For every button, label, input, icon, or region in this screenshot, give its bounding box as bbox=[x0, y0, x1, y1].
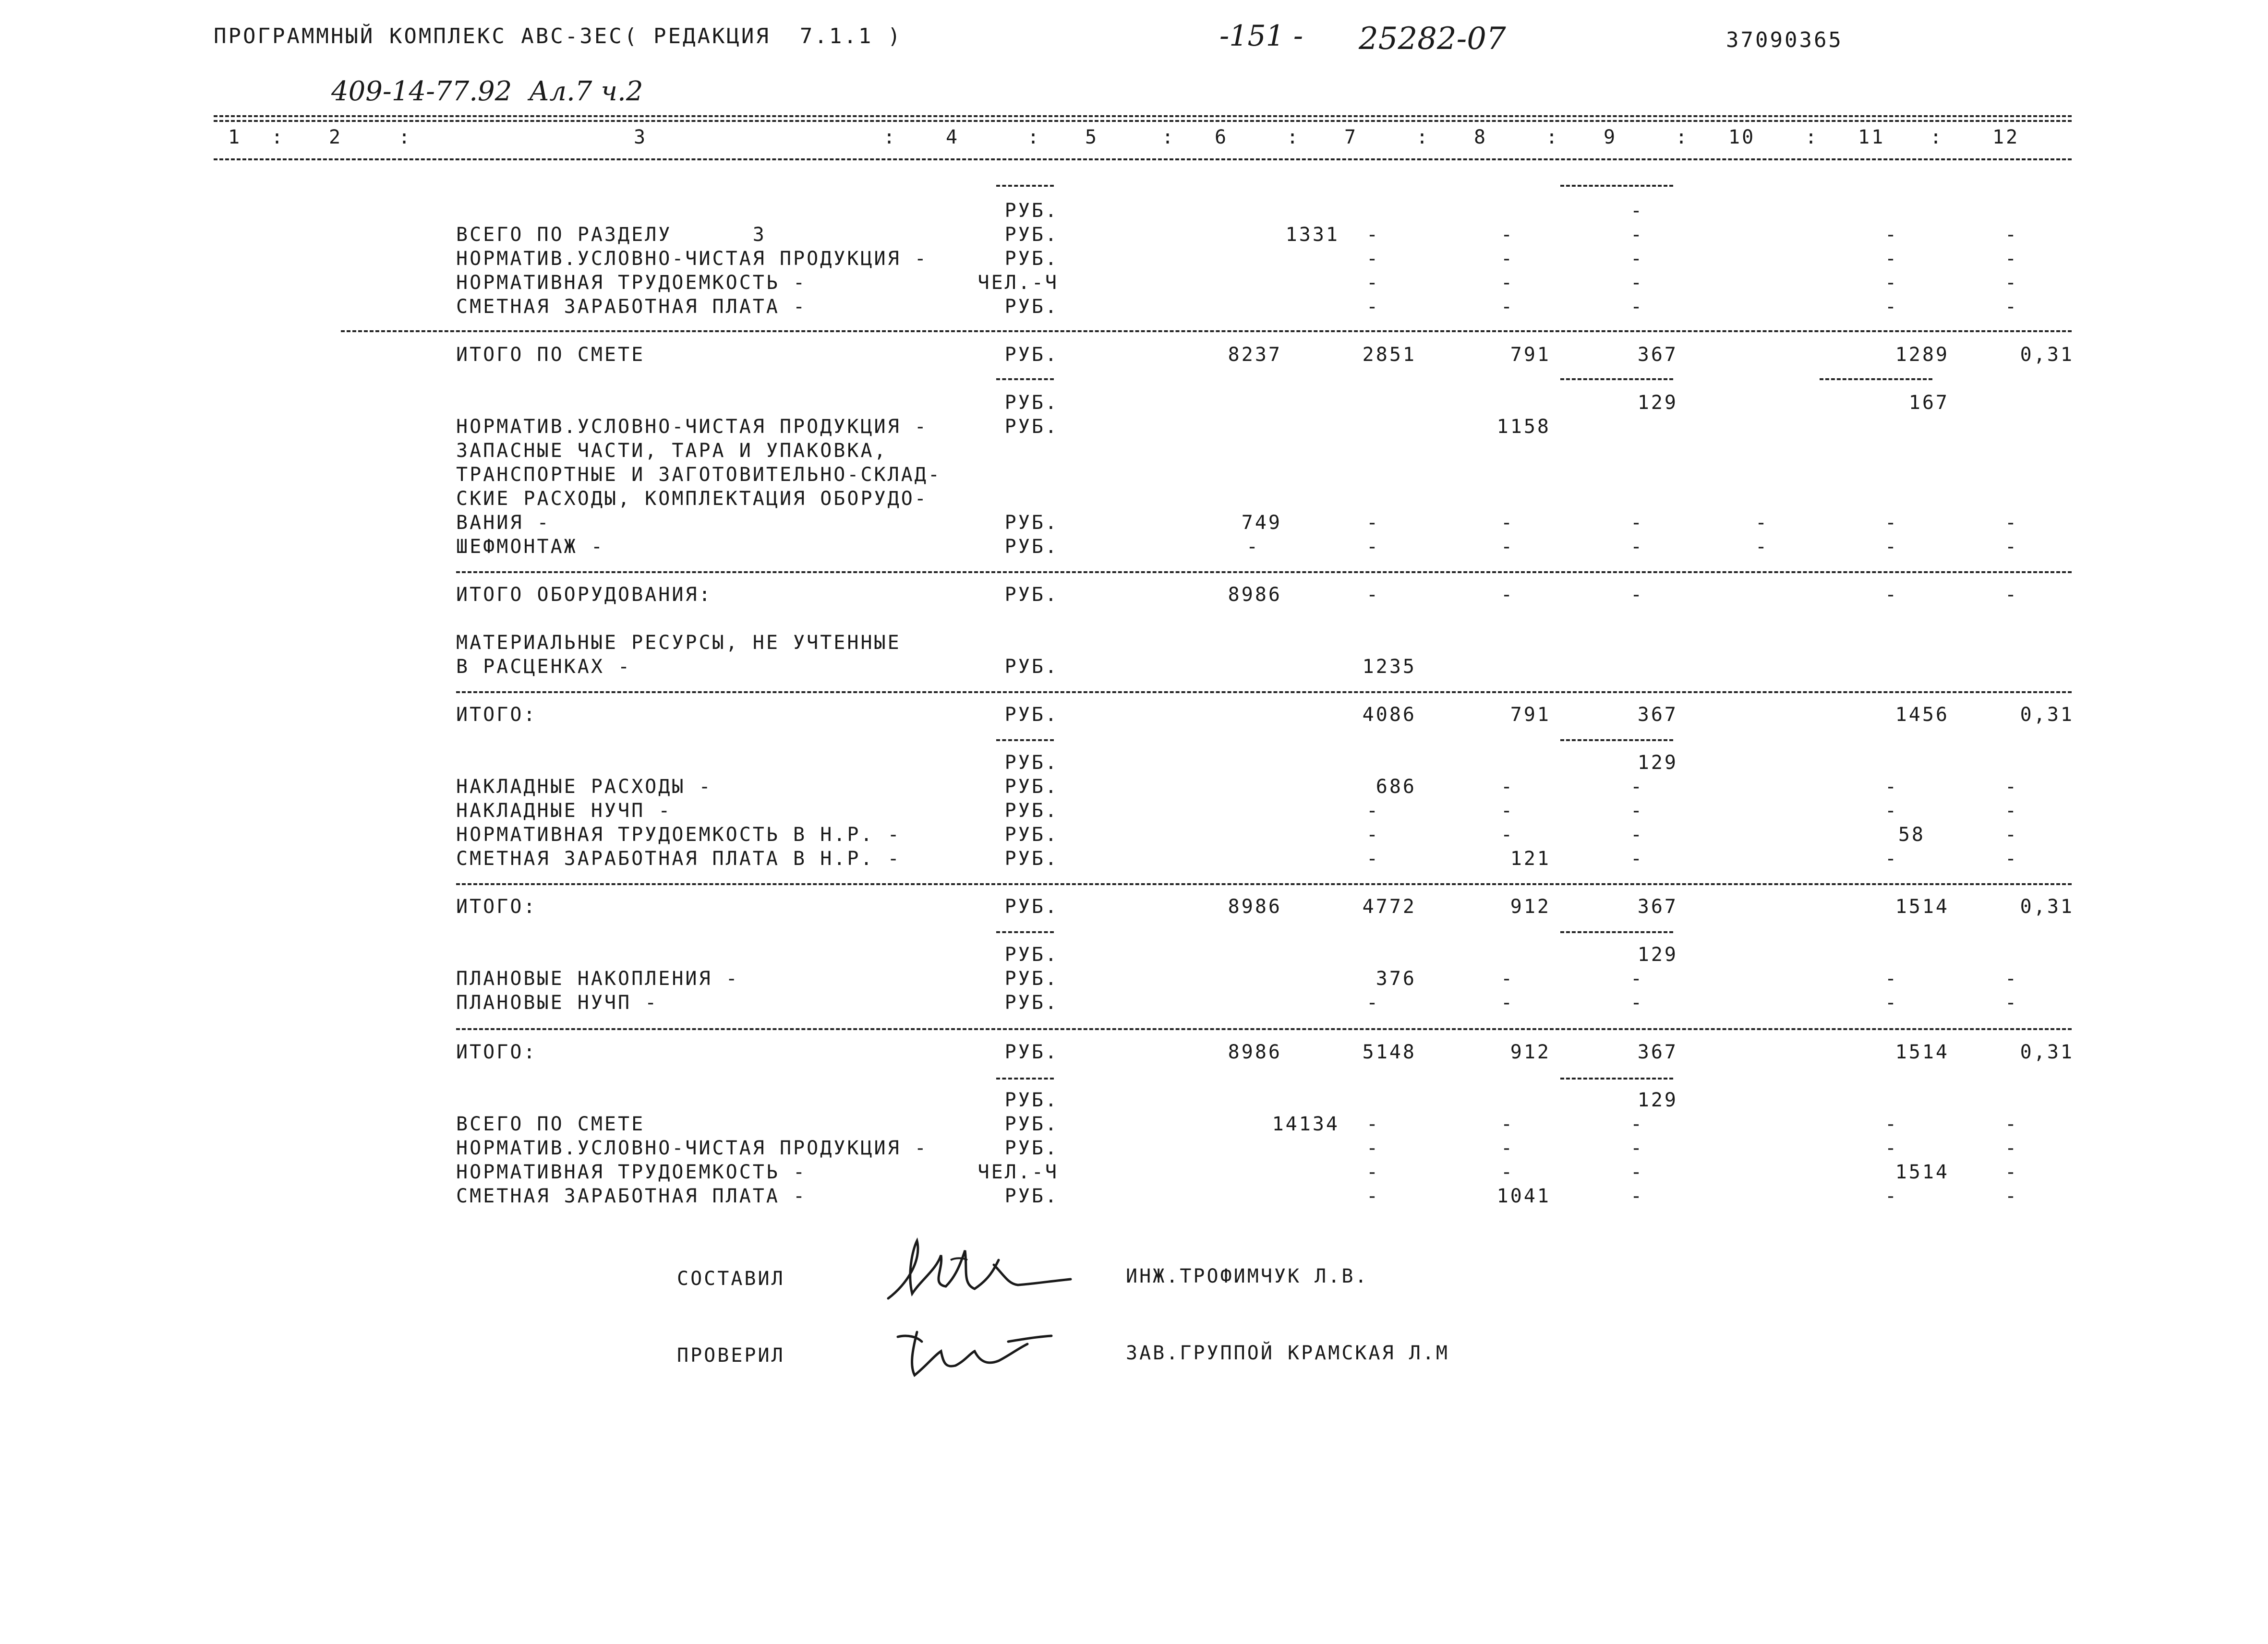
value-cell: 912 bbox=[1510, 896, 1551, 918]
unit-cell: РУБ. bbox=[1004, 416, 1059, 438]
dash-mark: - bbox=[1630, 824, 1644, 846]
row-label: ТРАНСПОРТНЫЕ И ЗАГОТОВИТЕЛЬНО-СКЛАД- bbox=[456, 464, 941, 486]
value-cell: 376 bbox=[1375, 968, 1416, 990]
dash-mark: - bbox=[1630, 1137, 1644, 1159]
unit-cell: РУБ. bbox=[1004, 344, 1059, 366]
dash-mark: - bbox=[2004, 1137, 2019, 1159]
dash-mark: - bbox=[1366, 1137, 1380, 1159]
dash-mark: - bbox=[1884, 800, 1899, 822]
short-rule bbox=[1560, 1078, 1673, 1080]
dash-mark: - bbox=[1630, 848, 1644, 870]
col-sep: : bbox=[883, 126, 897, 148]
unit-cell: РУБ. bbox=[1004, 1137, 1059, 1159]
dash-mark: - bbox=[1630, 200, 1644, 222]
value-cell: 1235 bbox=[1362, 656, 1416, 678]
value-cell: 1331 bbox=[1285, 224, 1339, 246]
value-cell: 2851 bbox=[1362, 344, 1416, 366]
row-label: ПЛАНОВЫЕ НУЧП - bbox=[456, 992, 659, 1014]
dash-mark: - bbox=[1755, 512, 1769, 534]
value-cell: 14134 bbox=[1272, 1113, 1339, 1135]
value-cell: 749 bbox=[1241, 512, 1282, 534]
unit-cell: ЧЕЛ.-Ч bbox=[977, 272, 1059, 294]
dash-mark: - bbox=[1630, 272, 1644, 294]
section-rule bbox=[456, 571, 2072, 573]
compiled-by-label: СОСТАВИЛ bbox=[677, 1268, 785, 1290]
value-cell: 167 bbox=[1908, 392, 1949, 414]
header-bottom-rule bbox=[214, 158, 2072, 160]
dash-mark: - bbox=[1366, 824, 1380, 846]
dash-mark: - bbox=[1884, 248, 1899, 270]
program-name: ПРОГРАММНЫЙ КОМПЛЕКС АВС-ЗЕС bbox=[214, 24, 624, 48]
col-11: 11 bbox=[1858, 126, 1885, 148]
short-rule bbox=[996, 378, 1054, 380]
dash-mark: - bbox=[1500, 776, 1515, 798]
unit-cell: РУБ. bbox=[1004, 824, 1059, 846]
unit-cell: РУБ. bbox=[1004, 224, 1059, 246]
dash-mark: - bbox=[2004, 1161, 2019, 1183]
edition-label: ( РЕДАКЦИЯ 7.1.1 ) bbox=[624, 24, 903, 48]
row-label: НАКЛАДНЫЕ НУЧП - bbox=[456, 800, 672, 822]
dash-mark: - bbox=[1366, 536, 1380, 558]
row-label: НОРМАТИВ.УСЛОВНО-ЧИСТАЯ ПРОДУКЦИЯ - bbox=[456, 416, 928, 438]
col-6: 6 bbox=[1215, 126, 1229, 148]
value-cell: 1514 bbox=[1895, 1161, 1949, 1183]
dash-mark: - bbox=[2004, 536, 2019, 558]
unit-cell: РУБ. bbox=[1004, 536, 1059, 558]
value-cell: 58 bbox=[1898, 824, 1925, 846]
col-sep: : bbox=[1027, 126, 1041, 148]
col-sep: : bbox=[1416, 126, 1430, 148]
row-label: НОРМАТИВНАЯ ТРУДОЕМКОСТЬ - bbox=[456, 272, 807, 294]
dash-mark: - bbox=[1500, 272, 1515, 294]
dash-mark: - bbox=[1630, 224, 1644, 246]
signature-compiled bbox=[879, 1231, 1080, 1313]
section-rule bbox=[456, 1028, 2072, 1030]
dash-mark: - bbox=[1630, 992, 1644, 1014]
dash-mark: - bbox=[1630, 248, 1644, 270]
unit-cell: РУБ. bbox=[1004, 704, 1059, 726]
dash-mark: - bbox=[1366, 1185, 1380, 1207]
short-rule bbox=[1560, 185, 1673, 187]
dash-mark: - bbox=[2004, 224, 2019, 246]
dash-mark: - bbox=[1630, 1113, 1644, 1135]
short-rule bbox=[1560, 931, 1673, 933]
col-5: 5 bbox=[1085, 126, 1099, 148]
unit-cell: ЧЕЛ.-Ч bbox=[977, 1161, 1059, 1183]
dash-mark: - bbox=[1366, 224, 1380, 246]
compiled-by-name: ИНЖ.ТРОФИМЧУК Л.В. bbox=[1126, 1265, 1369, 1287]
value-cell: 367 bbox=[1637, 344, 1678, 366]
value-cell: 0,31 bbox=[2020, 344, 2074, 366]
dash-mark: - bbox=[1500, 512, 1515, 534]
row-label: ШЕФМОНТАЖ - bbox=[456, 536, 604, 558]
handwritten-reference: 409-14-77.92 Ал.7 ч.2 bbox=[331, 76, 643, 107]
row-label: ИТОГО ОБОРУДОВАНИЯ: bbox=[456, 584, 712, 606]
row-label: НОРМАТИВНАЯ ТРУДОЕМКОСТЬ - bbox=[456, 1161, 807, 1183]
value-cell: 367 bbox=[1637, 896, 1678, 918]
value-cell: 8237 bbox=[1228, 344, 1282, 366]
value-cell: 4086 bbox=[1362, 704, 1416, 726]
unit-cell: РУБ. bbox=[1004, 1185, 1059, 1207]
value-cell: 791 bbox=[1510, 704, 1551, 726]
dash-mark: - bbox=[1366, 248, 1380, 270]
short-rule bbox=[996, 1078, 1054, 1080]
row-label: ВСЕГО ПО СМЕТЕ bbox=[456, 1113, 645, 1135]
checked-by-name: ЗАВ.ГРУППОЙ КРАМСКАЯ Л.М bbox=[1126, 1342, 1449, 1364]
value-cell: 0,31 bbox=[2020, 896, 2074, 918]
value-cell: 0,31 bbox=[2020, 704, 2074, 726]
value-cell: 1041 bbox=[1496, 1185, 1551, 1207]
unit-cell: РУБ. bbox=[1004, 968, 1059, 990]
dash-mark: - bbox=[1500, 824, 1515, 846]
dash-mark: - bbox=[2004, 272, 2019, 294]
dash-mark: - bbox=[1366, 800, 1380, 822]
dash-mark: - bbox=[1366, 1161, 1380, 1183]
dash-mark: - bbox=[1500, 992, 1515, 1014]
col-sep: : bbox=[1676, 126, 1689, 148]
col-2: 2 bbox=[329, 126, 343, 148]
unit-cell: РУБ. bbox=[1004, 1089, 1059, 1111]
unit-cell: РУБ. bbox=[1004, 200, 1059, 222]
dash-mark: - bbox=[1630, 800, 1644, 822]
dash-mark: - bbox=[1366, 296, 1380, 318]
dash-mark: - bbox=[1366, 584, 1380, 606]
header-top-rule bbox=[214, 115, 2072, 117]
value-cell: 5148 bbox=[1362, 1041, 1416, 1063]
unit-cell: РУБ. bbox=[1004, 896, 1059, 918]
row-label: ВСЕГО ПО РАЗДЕЛУ 3 bbox=[456, 224, 766, 246]
short-rule bbox=[1820, 378, 1932, 380]
dash-mark: - bbox=[1884, 272, 1899, 294]
row-label: В РАСЦЕНКАХ - bbox=[456, 656, 632, 678]
row-label: ВАНИЯ - bbox=[456, 512, 551, 534]
document-code: 37090365 bbox=[1726, 28, 1843, 52]
dash-mark: - bbox=[1500, 800, 1515, 822]
row-label: ИТОГО ПО СМЕТЕ bbox=[456, 344, 645, 366]
col-sep: : bbox=[398, 126, 412, 148]
short-rule bbox=[1560, 378, 1673, 380]
value-cell: 686 bbox=[1375, 776, 1416, 798]
dash-mark: - bbox=[1884, 968, 1899, 990]
value-cell: 129 bbox=[1637, 944, 1678, 966]
column-numbers bbox=[221, 126, 2064, 150]
col-1: 1 bbox=[228, 126, 242, 148]
value-cell: 8986 bbox=[1228, 896, 1282, 918]
dash-mark: - bbox=[1884, 992, 1899, 1014]
dash-mark: - bbox=[1884, 776, 1899, 798]
unit-cell: РУБ. bbox=[1004, 1041, 1059, 1063]
unit-cell: РУБ. bbox=[1004, 944, 1059, 966]
unit-cell: РУБ. bbox=[1004, 752, 1059, 774]
header-top-rule-2 bbox=[214, 120, 2072, 122]
dash-mark: - bbox=[2004, 800, 2019, 822]
dash-mark: - bbox=[1630, 776, 1644, 798]
section-rule bbox=[341, 330, 2072, 332]
dash-mark: - bbox=[1755, 536, 1769, 558]
value-cell: 1456 bbox=[1895, 704, 1949, 726]
short-rule bbox=[996, 185, 1054, 187]
value-cell: 0,31 bbox=[2020, 1041, 2074, 1063]
section-rule bbox=[456, 691, 2072, 693]
dash-mark: - bbox=[2004, 824, 2019, 846]
col-10: 10 bbox=[1728, 126, 1756, 148]
dash-mark: - bbox=[2004, 968, 2019, 990]
unit-cell: РУБ. bbox=[1004, 584, 1059, 606]
value-cell: 1158 bbox=[1496, 416, 1551, 438]
dash-mark: - bbox=[1366, 512, 1380, 534]
row-label: СМЕТНАЯ ЗАРАБОТНАЯ ПЛАТА В Н.Р. - bbox=[456, 848, 901, 870]
short-rule bbox=[996, 739, 1054, 741]
dash-mark: - bbox=[1500, 1113, 1515, 1135]
col-12: 12 bbox=[1992, 126, 2020, 148]
row-label: ИТОГО: bbox=[456, 896, 537, 918]
value-cell: 8986 bbox=[1228, 1041, 1282, 1063]
row-label: СМЕТНАЯ ЗАРАБОТНАЯ ПЛАТА - bbox=[456, 1185, 807, 1207]
dash-mark: - bbox=[1630, 1185, 1644, 1207]
row-label: НОРМАТИВНАЯ ТРУДОЕМКОСТЬ В Н.Р. - bbox=[456, 824, 901, 846]
col-4: 4 bbox=[946, 126, 960, 148]
value-cell: 1514 bbox=[1895, 896, 1949, 918]
unit-cell: РУБ. bbox=[1004, 512, 1059, 534]
dash-mark: - bbox=[1366, 1113, 1380, 1135]
row-label: НОРМАТИВ.УСЛОВНО-ЧИСТАЯ ПРОДУКЦИЯ - bbox=[456, 1137, 928, 1159]
dash-mark: - bbox=[1500, 1161, 1515, 1183]
dash-mark: - bbox=[1884, 536, 1899, 558]
row-label: ПЛАНОВЫЕ НАКОПЛЕНИЯ - bbox=[456, 968, 739, 990]
dash-mark: - bbox=[2004, 512, 2019, 534]
dash-mark: - bbox=[1884, 296, 1899, 318]
dash-mark: - bbox=[2004, 248, 2019, 270]
row-label: ИТОГО: bbox=[456, 1041, 537, 1063]
value-cell: 367 bbox=[1637, 1041, 1678, 1063]
unit-cell: РУБ. bbox=[1004, 848, 1059, 870]
value-cell: 367 bbox=[1637, 704, 1678, 726]
row-label: ИТОГО: bbox=[456, 704, 537, 726]
dash-mark: - bbox=[1500, 968, 1515, 990]
unit-cell: РУБ. bbox=[1004, 392, 1059, 414]
dash-mark: - bbox=[2004, 1113, 2019, 1135]
dash-mark: - bbox=[2004, 296, 2019, 318]
dash-mark: - bbox=[1884, 1185, 1899, 1207]
row-label: НАКЛАДНЫЕ РАСХОДЫ - bbox=[456, 776, 712, 798]
value-cell: 791 bbox=[1510, 344, 1551, 366]
unit-cell: РУБ. bbox=[1004, 992, 1059, 1014]
dash-mark: - bbox=[1500, 296, 1515, 318]
value-cell: 1514 bbox=[1895, 1041, 1949, 1063]
row-label: НОРМАТИВ.УСЛОВНО-ЧИСТАЯ ПРОДУКЦИЯ - bbox=[456, 248, 928, 270]
dash-mark: - bbox=[1500, 224, 1515, 246]
dash-mark: - bbox=[2004, 848, 2019, 870]
dash-mark: - bbox=[1884, 848, 1899, 870]
short-rule bbox=[1560, 739, 1673, 741]
col-7: 7 bbox=[1344, 126, 1358, 148]
value-cell: 129 bbox=[1637, 752, 1678, 774]
value-cell: 912 bbox=[1510, 1041, 1551, 1063]
dash-mark: - bbox=[1884, 512, 1899, 534]
dash-mark: - bbox=[2004, 992, 2019, 1014]
col-sep: : bbox=[1546, 126, 1560, 148]
value-cell: 129 bbox=[1637, 392, 1678, 414]
dash-mark: - bbox=[1500, 1137, 1515, 1159]
value-cell: 1289 bbox=[1895, 344, 1949, 366]
dash-mark: - bbox=[1884, 1137, 1899, 1159]
dash-mark: - bbox=[1366, 992, 1380, 1014]
col-sep: : bbox=[271, 126, 285, 148]
dash-mark: - bbox=[1366, 848, 1380, 870]
signature-checked bbox=[888, 1322, 1061, 1385]
page-number: -151 - bbox=[1219, 19, 1303, 53]
unit-cell: РУБ. bbox=[1004, 800, 1059, 822]
dash-mark: - bbox=[1500, 536, 1515, 558]
unit-cell: РУБ. bbox=[1004, 248, 1059, 270]
col-3: 3 bbox=[634, 126, 648, 148]
col-sep: : bbox=[1805, 126, 1819, 148]
dash-mark: - bbox=[1884, 1113, 1899, 1135]
document-number: 25282-07 bbox=[1359, 21, 1506, 57]
dash-mark: - bbox=[1500, 584, 1515, 606]
value-cell: 8986 bbox=[1228, 584, 1282, 606]
row-label: СКИЕ РАСХОДЫ, КОМПЛЕКТАЦИЯ ОБОРУДО- bbox=[456, 488, 928, 510]
dash-mark: - bbox=[1630, 512, 1644, 534]
dash-mark: - bbox=[1630, 968, 1644, 990]
section-rule bbox=[456, 883, 2072, 885]
unit-cell: РУБ. bbox=[1004, 776, 1059, 798]
dash-mark: - bbox=[1246, 536, 1260, 558]
value-cell: 121 bbox=[1510, 848, 1551, 870]
col-sep: : bbox=[1287, 126, 1301, 148]
dash-mark: - bbox=[1366, 272, 1380, 294]
dash-mark: - bbox=[2004, 584, 2019, 606]
row-label: МАТЕРИАЛЬНЫЕ РЕСУРСЫ, НЕ УЧТЕННЫЕ bbox=[456, 632, 901, 654]
value-cell: 129 bbox=[1637, 1089, 1678, 1111]
dash-mark: - bbox=[1500, 248, 1515, 270]
dash-mark: - bbox=[2004, 1185, 2019, 1207]
dash-mark: - bbox=[1630, 296, 1644, 318]
dash-mark: - bbox=[1884, 584, 1899, 606]
col-9: 9 bbox=[1604, 126, 1617, 148]
dash-mark: - bbox=[2004, 776, 2019, 798]
dash-mark: - bbox=[1630, 584, 1644, 606]
unit-cell: РУБ. bbox=[1004, 656, 1059, 678]
col-sep: : bbox=[1162, 126, 1176, 148]
dash-mark: - bbox=[1630, 1161, 1644, 1183]
checked-by-label: ПРОВЕРИЛ bbox=[677, 1344, 785, 1367]
value-cell: 4772 bbox=[1362, 896, 1416, 918]
dash-mark: - bbox=[1630, 536, 1644, 558]
col-8: 8 bbox=[1474, 126, 1488, 148]
short-rule bbox=[996, 931, 1054, 933]
unit-cell: РУБ. bbox=[1004, 1113, 1059, 1135]
dash-mark: - bbox=[1884, 224, 1899, 246]
col-sep: : bbox=[1930, 126, 1944, 148]
unit-cell: РУБ. bbox=[1004, 296, 1059, 318]
row-label: ЗАПАСНЫЕ ЧАСТИ, ТАРА И УПАКОВКА, bbox=[456, 440, 888, 462]
row-label: СМЕТНАЯ ЗАРАБОТНАЯ ПЛАТА - bbox=[456, 296, 807, 318]
